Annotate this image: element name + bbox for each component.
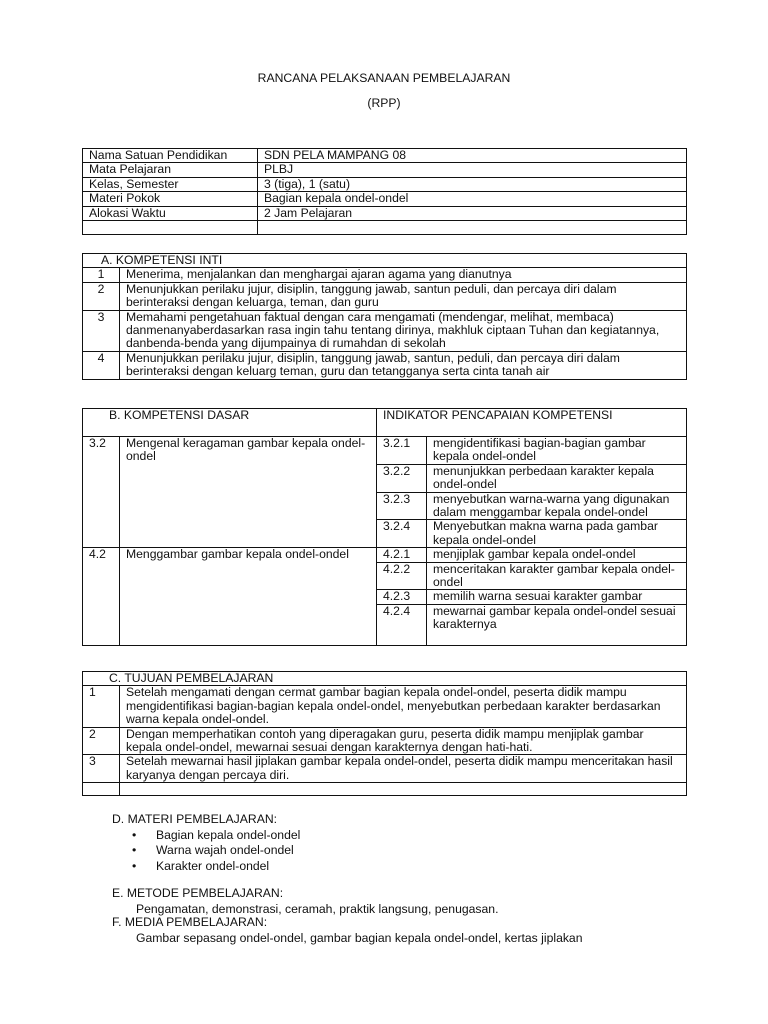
ki-text: Menunjukkan perilaku jujur, disiplin, tanggung jawab, santun, peduli, dan percaya diri dalam berinteraksi dengan keluarg teman, guru dan tetangganya serta cinta tanah air	[120, 351, 687, 379]
media-text: Gambar sepasang ondel-ondel, gambar bagian kepala ondel-ondel, kertas jiplakan	[136, 930, 583, 945]
tujuan-number: 2	[83, 727, 120, 755]
indicator-row	[83, 548, 687, 562]
bullet-icon: •	[132, 827, 137, 842]
tujuan-empty-row	[83, 783, 687, 796]
tujuan-text: Setelah mewarnai hasil jiplakan gambar kepala ondel-ondel, peserta didik mampu menceritakan hasil karyanya dengan percaya diri.	[120, 755, 687, 783]
materi-item: Warna wajah ondel-ondel	[156, 843, 294, 858]
tujuan-number: 1	[83, 686, 120, 727]
identity-table	[82, 148, 687, 235]
ki-row	[83, 351, 687, 379]
identity-row	[83, 163, 687, 177]
identity-row	[83, 192, 687, 206]
tujuan-text: Dengan memperhatikan contoh yang diperagakan guru, peserta didik mampu menjiplak gambar kepala ondel-ondel, mewarnai sesuai dengan karakternya dengan hati-hati.	[120, 727, 687, 755]
ki-number: 1	[83, 268, 120, 282]
indicator-number: 3.2.4	[377, 520, 427, 548]
ki-row	[83, 268, 687, 282]
tujuan-row	[83, 727, 687, 755]
kd-number: 3.2	[83, 437, 120, 548]
materi-section	[112, 812, 712, 874]
indicator-text: mewarnai gambar kepala ondel-ondel sesuai karakternya	[427, 604, 687, 645]
identity-row	[83, 177, 687, 191]
document-title: RANCANA PELAKSANAAN PEMBELAJARAN	[257, 71, 511, 85]
indicator-text: menceritakan karakter gambar kepala ondel-ondel	[427, 562, 687, 590]
ki-text: Memahami pengetahuan faktual dengan cara mengamati (mendengar, melihat, membaca) danmenanyaberdasarkan rasa ingin tahu tentang dirinya, makhluk ciptaan Tuhan dan kegiatannya, danbenda-benda yang dijumpainya di rumahdan di sekolah	[120, 310, 687, 351]
ipk-heading: INDIKATOR PENCAPAIAN KOMPETENSI	[377, 409, 687, 437]
metode-heading: E. METODE PEMBELAJARAN:	[112, 886, 284, 900]
list-item	[132, 843, 712, 859]
indicator-text: menyebutkan warna-warna yang digunakan dalam menggambar kepala ondel-ondel	[427, 492, 687, 520]
identity-value: PLBJ	[258, 163, 687, 177]
tujuan-table	[82, 671, 687, 796]
materi-heading: D. MATERI PEMBELAJARAN:	[112, 812, 278, 826]
identity-label: Alokasi Waktu	[83, 206, 258, 220]
kd-heading-row	[83, 409, 687, 437]
bullet-icon: •	[132, 843, 137, 858]
materi-item: Bagian kepala ondel-ondel	[156, 827, 301, 842]
ki-number: 2	[83, 282, 120, 310]
ki-number: 4	[83, 351, 120, 379]
identity-value: Bagian kepala ondel-ondel	[258, 192, 687, 206]
bullet-icon: •	[132, 858, 137, 873]
indicator-text: memilih warna sesuai karakter gambar	[427, 590, 687, 604]
indicator-number: 3.2.1	[377, 437, 427, 465]
list-item	[132, 828, 712, 844]
indicator-row	[83, 437, 687, 465]
ki-number: 3	[83, 310, 120, 351]
identity-label: Mata Pelajaran	[83, 163, 258, 177]
identity-value: SDN PELA MAMPANG 08	[258, 149, 687, 163]
list-item	[132, 859, 712, 875]
media-heading: F. MEDIA PEMBELAJARAN:	[112, 915, 268, 929]
metode-section	[112, 886, 712, 917]
identity-value: 2 Jam Pelajaran	[258, 206, 687, 220]
ki-heading-row	[83, 254, 687, 268]
indicator-number: 4.2.1	[377, 548, 427, 562]
document-subtitle: (RPP)	[367, 96, 401, 110]
indicator-text: menjiplak gambar kepala ondel-ondel	[427, 548, 687, 562]
identity-empty-row	[83, 221, 687, 235]
kd-number: 4.2	[83, 548, 120, 646]
metode-text: Pengamatan, demonstrasi, ceramah, praktik langsung, penugasan.	[136, 901, 499, 916]
kompetensi-inti-table	[82, 253, 687, 380]
tujuan-row	[83, 686, 687, 727]
tujuan-heading: C. TUJUAN PEMBELAJARAN	[83, 672, 687, 686]
tujuan-text: Setelah mengamati dengan cermat gambar bagian kepala ondel-ondel, peserta didik mampu mengidentifikasi bagian-bagian kepala ondel-ondel, menyebutkan perbedaan karakter berdasarkan warna kepala ondel-ondel.	[120, 686, 687, 727]
ki-text: Menunjukkan perilaku jujur, disiplin, tanggung jawab, santun peduli, dan percaya diri dalam berinteraksi dengan keluarga, teman, dan guru	[120, 282, 687, 310]
indicator-text: Menyebutkan makna warna pada gambar kepala ondel-ondel	[427, 520, 687, 548]
media-section	[112, 915, 712, 946]
indicator-number: 3.2.3	[377, 492, 427, 520]
materi-item: Karakter ondel-ondel	[156, 858, 270, 873]
indicator-number: 4.2.2	[377, 562, 427, 590]
ki-row	[83, 310, 687, 351]
indicator-text: mengidentifikasi bagian-bagian gambar kepala ondel-ondel	[427, 437, 687, 465]
identity-row	[83, 206, 687, 220]
kd-heading: B. KOMPETENSI DASAR	[83, 409, 377, 437]
kd-text: Mengenal keragaman gambar kepala ondel-ondel	[120, 437, 377, 548]
indicator-number: 4.2.4	[377, 604, 427, 645]
kompetensi-dasar-table	[82, 408, 687, 646]
identity-label: Kelas, Semester	[83, 177, 258, 191]
tujuan-heading-row	[83, 672, 687, 686]
tujuan-row	[83, 755, 687, 783]
tujuan-number: 3	[83, 755, 120, 783]
ki-heading: A. KOMPETENSI INTI	[83, 254, 687, 268]
kd-text: Menggambar gambar kepala ondel-ondel	[120, 548, 377, 646]
identity-row	[83, 149, 687, 163]
identity-label: Materi Pokok	[83, 192, 258, 206]
ki-text: Menerima, menjalankan dan menghargai ajaran agama yang dianutnya	[120, 268, 687, 282]
ki-row	[83, 282, 687, 310]
identity-value: 3 (tiga), 1 (satu)	[258, 177, 687, 191]
identity-label: Nama Satuan Pendidikan	[83, 149, 258, 163]
indicator-text: menunjukkan perbedaan karakter kepala ondel-ondel	[427, 464, 687, 492]
indicator-number: 4.2.3	[377, 590, 427, 604]
indicator-number: 3.2.2	[377, 464, 427, 492]
